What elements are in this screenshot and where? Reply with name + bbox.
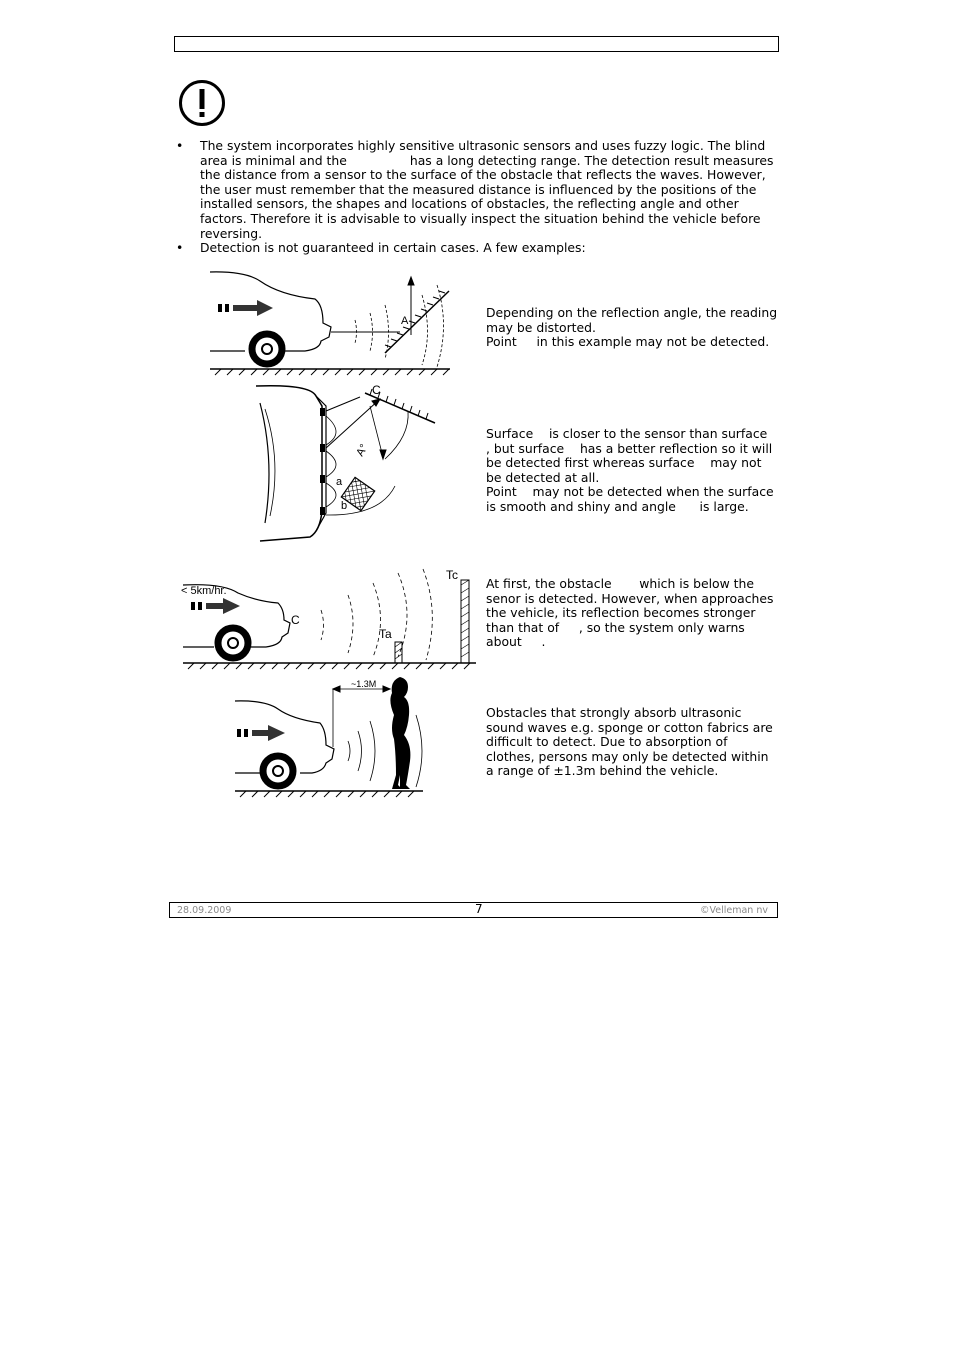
figure-label: Tc (446, 568, 458, 582)
page-number: 7 (475, 902, 483, 916)
bullet-text: The system incorporates highly sensitive ultrasonic sensors and uses fuzzy logic. The blind area is minimal and the has a long detecting range. The detection result measures the distance from a sensor to the surface of the obstacle that reflects the waves. However, the user must remember that the measured distance is influenced by the positions of the installed sensors, the shapes and locations of obstacles, the reflecting angle and other factors. Therefore it is advisable to visually inspect the situation behind the vehicle before reversing. (200, 138, 778, 241)
footer-copyright: ©Velleman nv (700, 905, 768, 916)
header-box (174, 36, 779, 52)
footer-date: 28.09.2009 (177, 905, 232, 916)
description-low-obstacle (486, 577, 778, 650)
description-text: Surface is closer to the sensor than surface , but surface has a better reflection so it will be detected first whereas surface may not be detected at all. (486, 426, 784, 485)
figure-label: Ta (379, 627, 392, 641)
footer (169, 902, 778, 918)
description-reflection-angle (486, 306, 778, 350)
figure-label: b (341, 500, 348, 512)
figure-label: C (372, 383, 381, 397)
figure-bumper-top-view (250, 381, 460, 546)
bullet-text: Detection is not guaranteed in certain cases. A few examples: (200, 240, 586, 256)
exclamation-warning-icon (178, 79, 226, 127)
distance-label: ~1.3M (351, 679, 377, 689)
figure-label: C (291, 613, 300, 627)
figure-inclined-wall (205, 265, 455, 380)
description-text: Point in this example may not be detected. (486, 334, 770, 350)
bullet-item: • The system incorporates highly sensitive ultrasonic sensors and uses fuzzy logic. The blind area is minimal and the has a long detecting range. The detection result measures the distance from a sensor to the surface of the obstacle that reflects the waves. However, the user must remember that the measured distance is influenced by the positions of the installed sensors, the shapes and locations of obstacles, the reflecting angle and other factors. Therefore it is advisable to visually inspect the situation behind the vehicle before reversing. (176, 138, 778, 241)
description-absorbing-obstacle (486, 706, 778, 779)
description-text: At first, the obstacle which is below the senor is detected. However, when approaches the vehicle, its reflection becomes stronger than that of , so the system only warns about . (486, 576, 778, 650)
description-surface-reflection (486, 426, 784, 515)
intro-bullet-list (176, 139, 781, 256)
bullet-item: • Detection is not guaranteed in certain cases. A few examples: (176, 240, 586, 256)
description-text: Depending on the reflection angle, the reading may be distorted. (486, 305, 778, 335)
figure-label: a (336, 476, 343, 488)
figure-label: A (401, 315, 409, 327)
figure-low-high-obstacle (178, 565, 480, 670)
figure-label: A° (354, 442, 371, 459)
description-text: Obstacles that strongly absorb ultrasonic sound waves e.g. sponge or cotton fabrics are difficult to detect. Due to absorption of clothes, persons may only be detected within a range of ±1.3m behind the vehicle. (486, 705, 773, 779)
figure-person-absorption (230, 675, 428, 800)
speed-label: < 5km/hr. (181, 585, 227, 597)
description-text: Point may not be detected when the surface is smooth and shiny and angle is large. (486, 484, 778, 514)
